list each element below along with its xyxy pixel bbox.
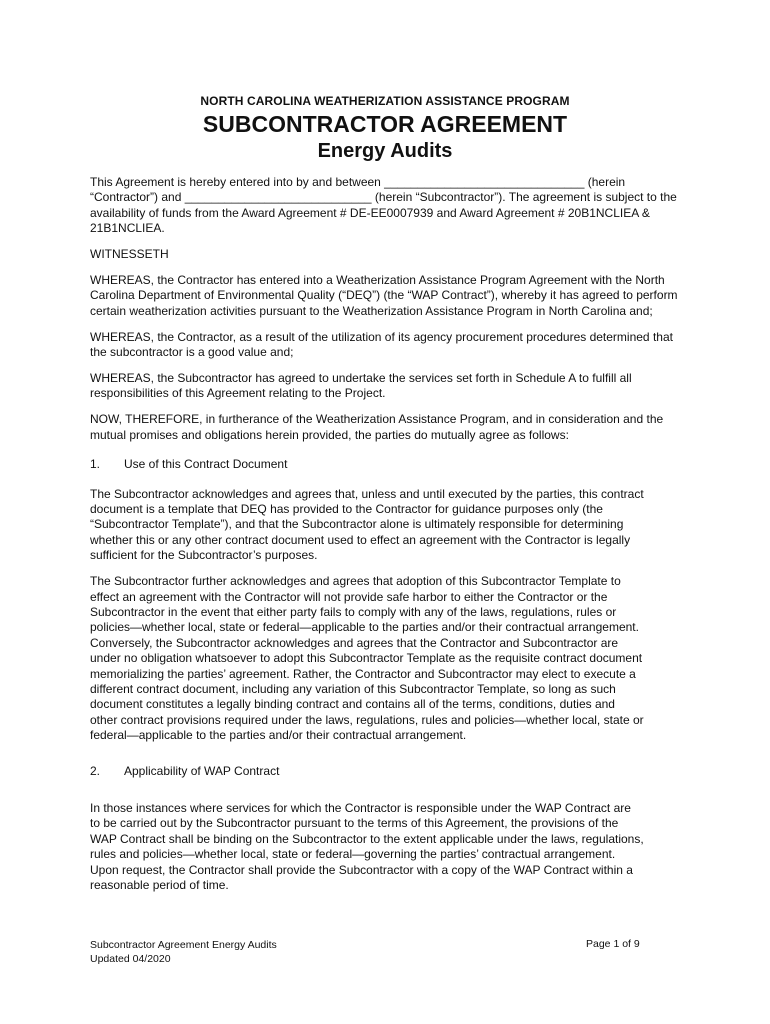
section-title: Applicability of WAP Contract (124, 763, 280, 778)
footer-left (90, 938, 277, 966)
program-name: NORTH CAROLINA WEATHERIZATION ASSISTANCE PROGRAM (200, 94, 570, 108)
document-body (90, 175, 682, 904)
whereas-paragraph: WHEREAS, the Contractor has entered into a Weatherization Assistance Program Agreement with the North Carolina Department of Environmental Quality (“DEQ”) (the “WAP Contract”), whereby it has agreed to perform certain weatherization activities pursuant to the Weatherization Assistance Program in North Carolina and; (90, 273, 678, 318)
section-paragraph: The Subcontractor acknowledges and agrees that, unless and until executed by the parties, this contract document is a template that DEQ has provided to the Contractor for guidance purposes only (the “Subcontractor Template”), and that the Subcontractor alone is ultimately responsible for determining whether this or any other contract document used to effect an agreement with the Contractor is legally sufficient for the Subcontractor’s purposes. (90, 486, 644, 563)
section-heading (90, 457, 682, 472)
section-paragraph: The Subcontractor further acknowledges and agrees that adoption of this Subcontractor Template to effect an agreement with the Contractor will not provide safe harbor to either the Contractor or the Subcontractor in the event that either party fails to comply with any of the laws, regulations, rules or policies—whether local, state or federal—applicable to the parties and/or their contractual arrangement. Conversely, the Subcontractor acknowledges and agrees that the Contractor and Subcontractor are under no obligation whatsoever to adopt this Subcontractor Template as the requisite contract document memorializing the parties’ agreement. Rather, the Contractor and Subcontractor may elect to execute a different contract document, including any variation of this Subcontractor Template, so long as such document constitutes a legally binding contract and contains all of the terms, conditions, duties and other contract provisions required under the laws, regulations, rules and policies—whether local, state or federal—applicable to the parties and/or their contractual arrangement. (90, 574, 644, 743)
whereas-paragraph: WHEREAS, the Contractor, as a result of the utilization of its agency procurement procedures determined that the subcontractor is a good value and; (90, 329, 673, 360)
section-paragraph: In those instances where services for which the Contractor is responsible under the WAP Contract are to be carried out by the Subcontractor pursuant to the terms of this Agreement, the provisions of the WAP Contract shall be binding on the Subcontractor to the extent applicable under the laws, regulations, rules and policies—whether local, state or federal—governing the parties’ contractual arrangement. Upon request, the Contractor shall provide the Subcontractor with a copy of the WAP Contract within a reasonable period of time. (90, 801, 644, 893)
document-subtitle: Energy Audits (317, 140, 453, 162)
section-number: 2. (90, 763, 101, 778)
whereas-paragraph: WHEREAS, the Subcontractor has agreed to undertake the services set forth in Schedule A to fulfill all responsibilities of this Agreement relating to the Project. (90, 371, 632, 401)
page-number: Page 1 of 9 (586, 938, 640, 950)
document-header (0, 94, 770, 164)
section-title: Use of this Contract Document (124, 457, 288, 472)
section-heading (90, 764, 682, 779)
witnesseth-heading: WITNESSETH (90, 247, 169, 262)
section-number: 1. (90, 457, 101, 472)
footer-updated: Updated 04/2020 (90, 953, 171, 965)
now-therefore-paragraph: NOW, THEREFORE, in furtherance of the Weatherization Assistance Program, and in consideration and the mutual promises and obligations herein provided, the parties do mutually agree as follows: (90, 412, 664, 442)
document-title: SUBCONTRACTOR AGREEMENT (202, 111, 568, 137)
footer-doc-name: Subcontractor Agreement Energy Audits (90, 939, 277, 951)
intro-paragraph: This Agreement is hereby entered into by and between ______________________________ (herein “Contractor”) and ____________________________ (herein “Subcontractor”). The agreement is subject to the availability of funds from the Award Agreement # DE-EE0007939 and Award Agreement # 20B1NCLIEA & 21B1NCLIEA. (90, 175, 677, 236)
